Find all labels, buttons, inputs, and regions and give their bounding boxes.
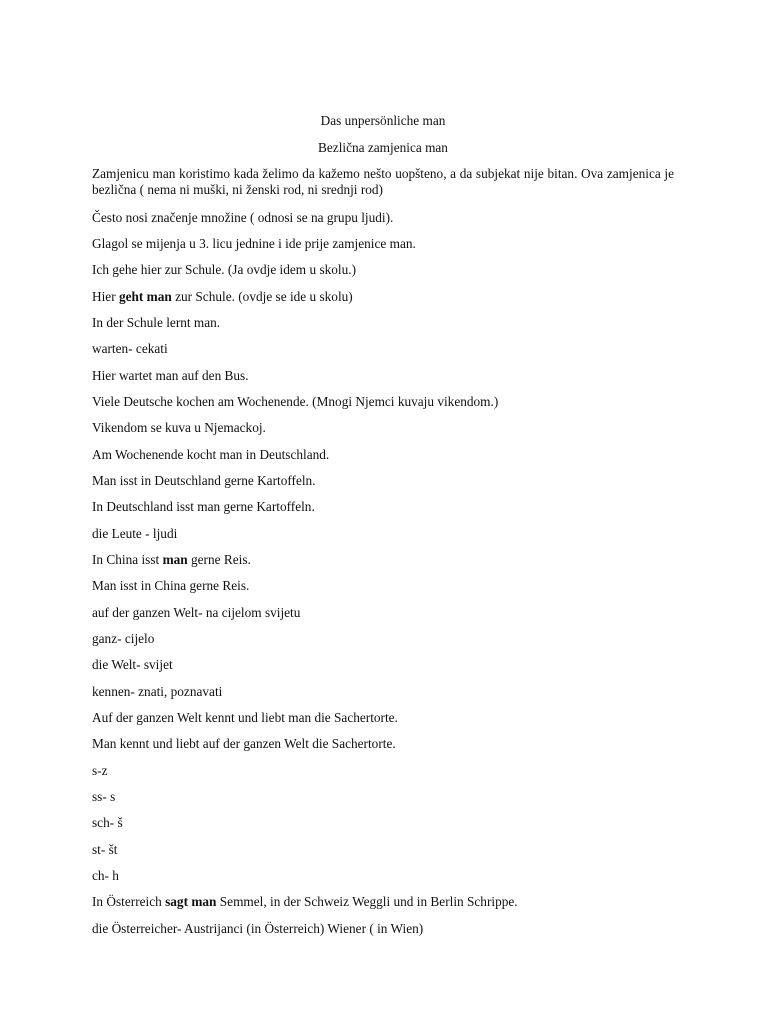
- text-line: Vikendom se kuva u Njemackoj.: [92, 420, 266, 435]
- text-segment: gerne Reis.: [187, 552, 251, 567]
- text-segment: zur Schule. (ovdje se ide u skolu): [171, 289, 353, 304]
- text-line: ganz- cijelo: [92, 631, 155, 646]
- text-segment: Semmel, in der Schweiz Weggli und in Berlin Schrippe.: [216, 894, 518, 909]
- text-line: Često nosi značenje množine ( odnosi se na grupu ljudi).: [92, 210, 394, 225]
- text-line: die Welt- svijet: [92, 657, 173, 672]
- text-line-china: [92, 552, 674, 568]
- text-line: Auf der ganzen Welt kennt und liebt man die Sachertorte.: [92, 710, 398, 725]
- text-line: ss- s: [92, 789, 116, 804]
- text-line: Am Wochenende kocht man in Deutschland.: [92, 447, 330, 462]
- document-subtitle: Bezlična zamjenica man: [318, 140, 448, 155]
- text-line: Viele Deutsche kochen am Wochenende. (Mnogi Njemci kuvaju vikendom.): [92, 394, 499, 409]
- bold-phrase: geht man: [118, 289, 172, 304]
- text-line: die Leute - ljudi: [92, 526, 178, 541]
- text-line-hier: [92, 289, 674, 305]
- text-line: auf der ganzen Welt- na cijelom svijetu: [92, 605, 301, 620]
- intro-paragraph: Zamjenicu man koristimo kada želimo da kažemo nešto uopšteno, a da subjekat nije bitan. Ova zamjenica je bezlična ( nema ni muški, ni ženski rod, ni srednji rod): [92, 166, 674, 197]
- text-line: kennen- znati, poznavati: [92, 684, 223, 699]
- text-line: Hier wartet man auf den Bus.: [92, 368, 249, 383]
- text-line: Man isst in China gerne Reis.: [92, 578, 250, 593]
- text-line: warten- cekati: [92, 341, 168, 356]
- bold-phrase: man: [162, 552, 188, 567]
- text-line: Man kennt und liebt auf der ganzen Welt die Sachertorte.: [92, 736, 396, 751]
- text-line: ch- h: [92, 868, 119, 883]
- text-line: Ich gehe hier zur Schule. (Ja ovdje idem u skolu.): [92, 262, 357, 277]
- text-line: die Österreicher- Austrijanci (in Österreich) Wiener ( in Wien): [92, 921, 424, 936]
- text-segment: Hier: [92, 289, 119, 304]
- text-line: s-z: [92, 763, 108, 778]
- text-line: Glagol se mijenja u 3. licu jednine i ide prije zamjenice man.: [92, 236, 416, 251]
- text-segment: In Österreich: [92, 894, 166, 909]
- text-line: st- št: [92, 842, 118, 857]
- text-line: In Deutschland isst man gerne Kartoffeln.: [92, 499, 315, 514]
- bold-phrase: sagt man: [165, 894, 217, 909]
- text-line: In der Schule lernt man.: [92, 315, 221, 330]
- text-line-oesterreich: [92, 894, 674, 910]
- text-line: sch- š: [92, 815, 123, 830]
- text-segment: In China isst: [92, 552, 163, 567]
- text-line: Man isst in Deutschland gerne Kartoffeln.: [92, 473, 316, 488]
- document-title: Das unpersönliche man: [320, 113, 446, 128]
